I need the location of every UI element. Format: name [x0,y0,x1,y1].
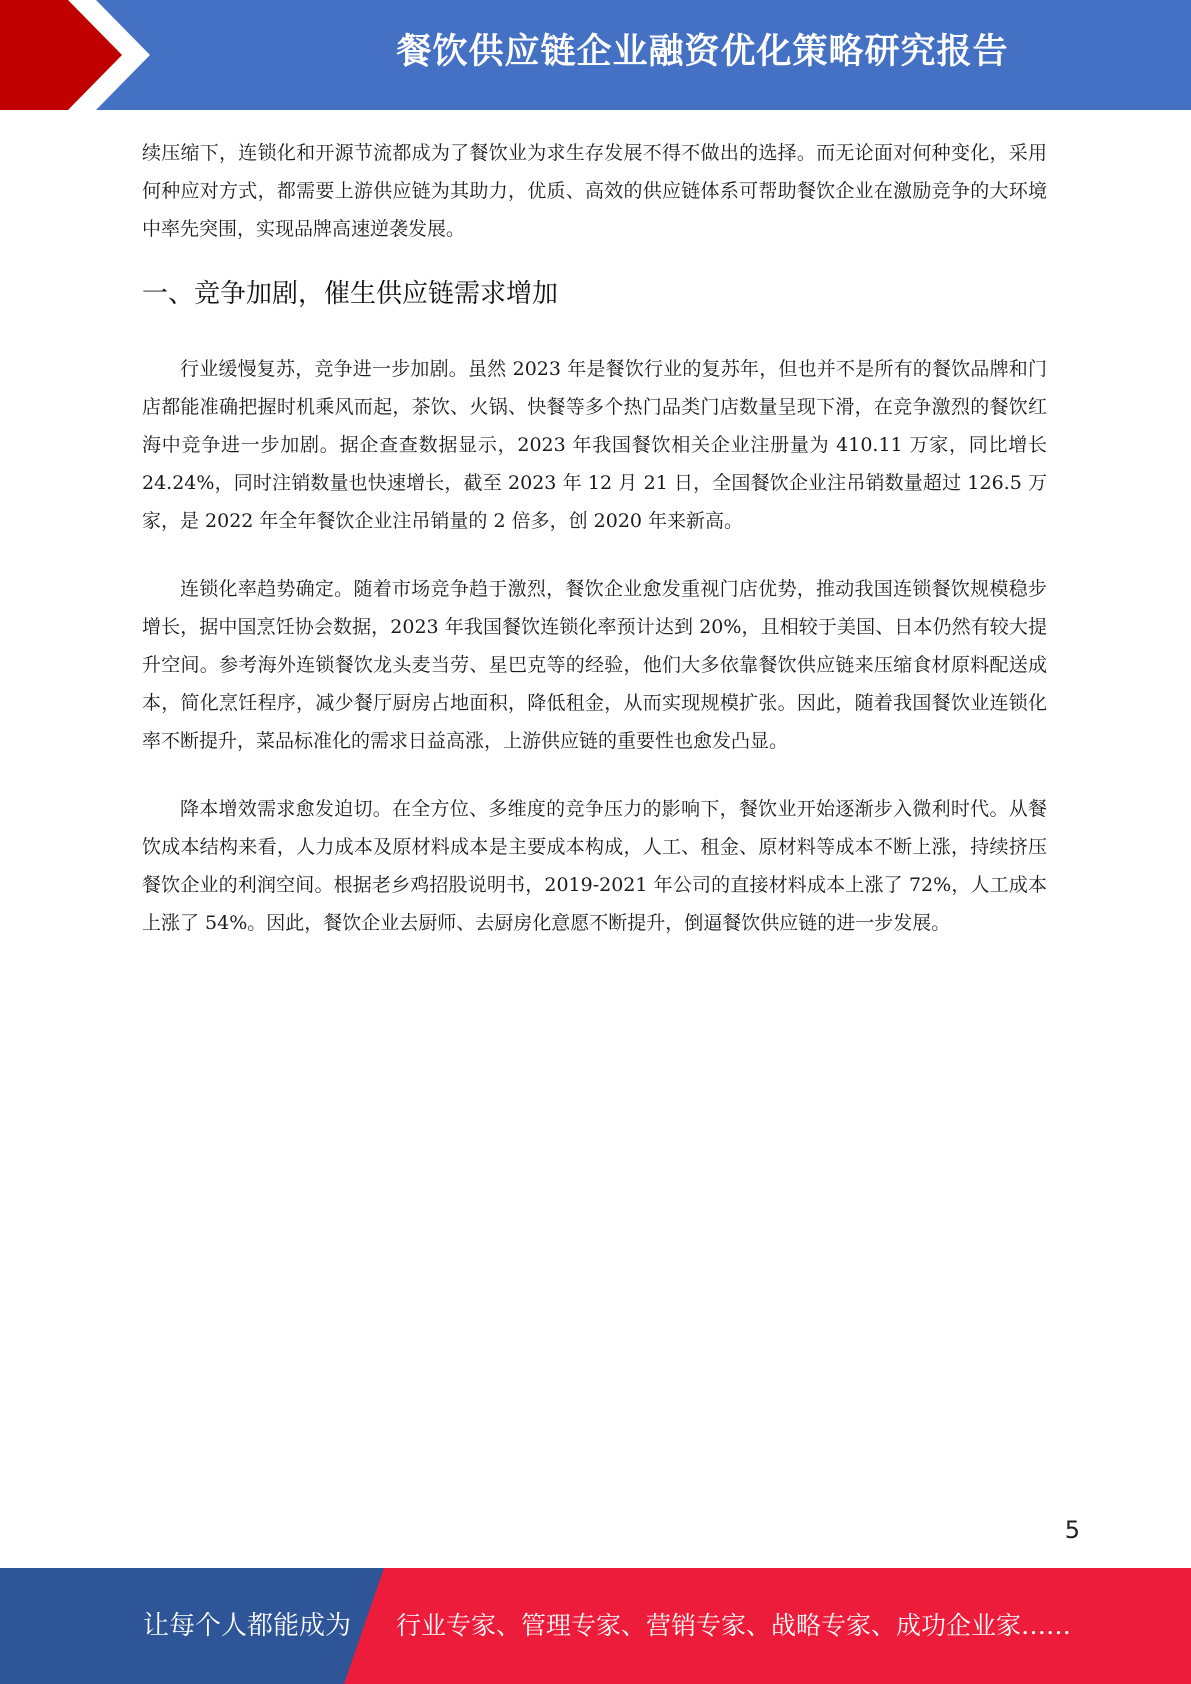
page-content [142,134,1047,942]
page-footer [0,1568,1191,1684]
body-paragraph-1: 行业缓慢复苏，竞争进一步加剧。虽然 2023 年是餐饮行业的复苏年，但也并不是所有的餐饮品牌和门店都能准确把握时机乘风而起，茶饮、火锅、快餐等多个热门品类门店数量呈现下滑，在竞争激烈的餐饮红海中竞争进一步加剧。据企查查数据显示，2023 年我国餐饮相关企业注册量为 410.11 万家，同比增长 24.24%，同时注销数量也快速增长，截至 2023 年 12 月 21 日，全国餐饮企业注吊销数量超过 126.5 万家，是 2022 年全年餐饮企业注吊销量的 2 倍多，创 2020 年来新高。 [142,358,1047,532]
section-heading: 一、竞争加剧，催生供应链需求增加 [142,279,559,309]
body-paragraph-3: 降本增效需求愈发迫切。在全方位、多维度的竞争压力的影响下，餐饮业开始逐渐步入微利时代。从餐饮成本结构来看，人力成本及原材料成本是主要成本构成，人工、租金、原材料等成本不断上涨，持续挤压餐饮企业的利润空间。根据老乡鸡招股说明书，2019-2021 年公司的直接材料成本上涨了 72%，人工成本上涨了 54%。因此，餐饮企业去厨师、去厨房化意愿不断提升，倒逼餐饮供应链的进一步发展。 [142,798,1047,934]
footer-slogan-right: 行业专家、管理专家、营销专家、战略专家、成功企业家…… [396,1611,1072,1640]
intro-paragraph: 续压缩下，连锁化和开源节流都成为了餐饮业为求生存发展不得不做出的选择。而无论面对何种变化，采用何种应对方式，都需要上游供应链为其助力，优质、高效的供应链体系可帮助餐饮企业在激励竞争的大环境中率先突围，实现品牌高速逆袭发展。 [142,142,1047,240]
body-paragraph-2: 连锁化率趋势确定。随着市场竞争趋于激烈，餐饮企业愈发重视门店优势，推动我国连锁餐饮规模稳步增长，据中国烹饪协会数据，2023 年我国餐饮连锁化率预计达到 20%，且相较于美国、日本仍然有较大提升空间。参考海外连锁餐饮龙头麦当劳、星巴克等的经验，他们大多依靠餐饮供应链来压缩食材原料配送成本，简化烹饪程序，减少餐厅厨房占地面积，降低租金，从而实现规模扩张。因此，随着我国餐饮业连锁化率不断提升，菜品标准化的需求日益高涨，上游供应链的重要性也愈发凸显。 [142,578,1047,752]
page-number: 5 [1064,1516,1080,1544]
footer-slogan-left: 让每个人都能成为 [143,1611,352,1641]
document-title: 餐饮供应链企业融资优化策略研究报告 [396,32,1009,72]
page-header [0,0,1191,110]
